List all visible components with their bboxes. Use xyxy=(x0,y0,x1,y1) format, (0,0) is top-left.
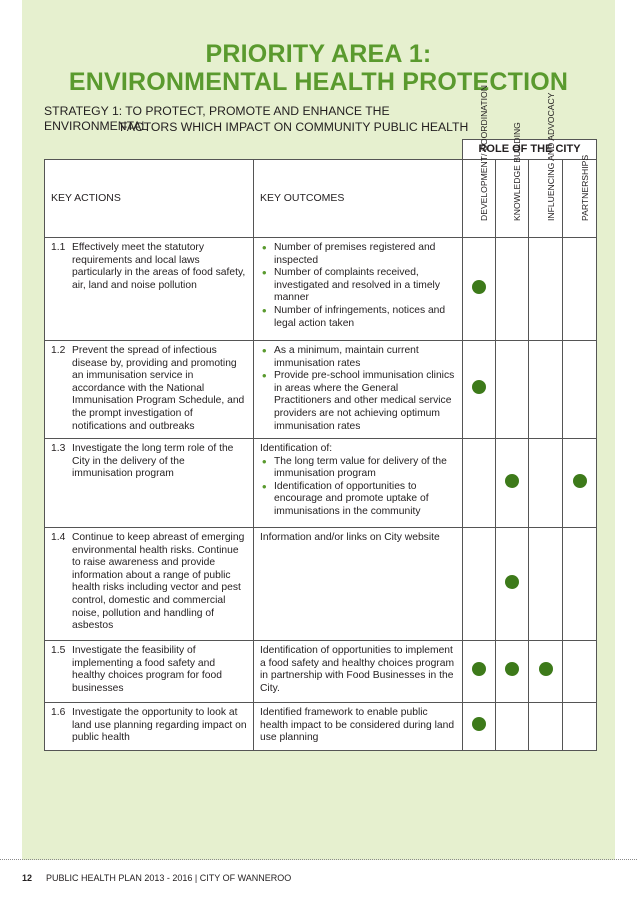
role-cell xyxy=(463,528,496,641)
page-title-line2: ENVIRONMENTAL HEALTH PROTECTION xyxy=(68,68,569,96)
key-outcome-cell xyxy=(254,641,463,703)
table-row xyxy=(45,528,597,641)
action-number: 1.3 xyxy=(51,443,66,454)
role-cell xyxy=(463,703,496,751)
table-row xyxy=(45,439,597,528)
role-col-label: INFLUENCING AND ADVOCACY xyxy=(545,92,556,221)
role-indicator-dot xyxy=(505,575,519,589)
outcome-item: • Identification of opportunities to encourage and promote uptake of immunisations in the community xyxy=(260,481,456,519)
table-row xyxy=(45,341,597,439)
strategy-line1: STRATEGY 1: TO PROTECT, PROMOTE AND ENHANCE THE ENVIRONMENTAL xyxy=(44,104,390,133)
outcome-item: • Provide pre-school immunisation clinics in areas where the General Practitioners and other medical service providers are not achieving optimum immunisation rates xyxy=(260,370,456,433)
action-number: 1.5 xyxy=(51,645,66,656)
key-action-cell xyxy=(45,528,254,641)
action-number: 1.4 xyxy=(51,532,66,543)
key-outcomes-header: KEY OUTCOMES xyxy=(254,160,463,238)
role-cell xyxy=(529,341,563,439)
role-cell xyxy=(496,238,529,341)
role-cell xyxy=(529,528,563,641)
action-text: Investigate the feasibility of implementing a food safety and healthy choices program for food businesses xyxy=(72,645,222,694)
key-outcome-cell xyxy=(254,238,463,341)
role-cell xyxy=(529,439,563,528)
role-indicator-dot xyxy=(472,380,486,394)
key-outcome-cell xyxy=(254,341,463,439)
role-cell xyxy=(463,238,496,341)
role-indicator-dot xyxy=(539,662,553,676)
table-row xyxy=(45,641,597,703)
page-title-line1: PRIORITY AREA 1: xyxy=(205,40,432,68)
outcome-intro: Identification of opportunities to implement a food safety and healthy choices program in partnership with Food Businesses in the City. xyxy=(260,645,455,694)
key-action-cell xyxy=(45,641,254,703)
action-number: 1.2 xyxy=(51,345,66,356)
role-cell xyxy=(563,528,597,641)
outcome-item: • The long term value for delivery of the immunisation program xyxy=(260,456,456,481)
role-indicator-dot xyxy=(573,474,587,488)
table-row xyxy=(45,238,597,341)
role-cell xyxy=(496,341,529,439)
role-cell xyxy=(563,341,597,439)
outcome-intro: Information and/or links on City website xyxy=(260,532,440,543)
role-col-label: PARTNERSHIPS xyxy=(579,154,590,221)
role-cell xyxy=(563,439,597,528)
role-cell xyxy=(496,703,529,751)
key-action-cell xyxy=(45,439,254,528)
strategy-line2: FACTORS WHICH IMPACT ON COMMUNITY PUBLIC HEALTH xyxy=(120,120,469,134)
action-text: Prevent the spread of infectious disease by, providing and promoting an immunisation service in accordance with the National Immunisation Program Schedule, and the prompt investigation of notifications and outbreaks xyxy=(72,345,245,432)
footer-divider xyxy=(0,859,637,860)
outcome-intro: Identified framework to enable public health impact to be considered during land use planning xyxy=(260,707,455,744)
role-cell xyxy=(529,641,563,703)
action-text: Investigate the opportunity to look at land use planning regarding impact on public health xyxy=(72,707,247,744)
role-cell xyxy=(563,238,597,341)
key-action-cell xyxy=(45,703,254,751)
outcome-list xyxy=(260,456,456,519)
role-of-city-header: ROLE OF THE CITY xyxy=(463,140,597,160)
table-row xyxy=(45,703,597,751)
key-action-cell xyxy=(45,238,254,341)
role-col-header-development xyxy=(463,85,496,238)
blank-cell xyxy=(254,140,463,160)
key-outcome-cell xyxy=(254,703,463,751)
outcome-intro: Identification of: xyxy=(260,443,333,454)
outcome-list xyxy=(260,345,456,433)
role-cell xyxy=(496,641,529,703)
role-cell xyxy=(563,641,597,703)
outcome-item: • Number of complaints received, investigated and resolved in a timely manner xyxy=(260,267,456,305)
role-cell xyxy=(463,641,496,703)
role-col-label: KNOWLEDGE BUILDING xyxy=(512,122,522,221)
outcome-list xyxy=(260,242,456,330)
outcome-item: • Number of infringements, notices and legal action taken xyxy=(260,305,456,330)
key-action-cell xyxy=(45,341,254,439)
action-text: Investigate the long term role of the City in the delivery of the immunisation program xyxy=(72,443,234,480)
role-indicator-dot xyxy=(505,474,519,488)
footer-text: PUBLIC HEALTH PLAN 2013 - 2016 | CITY OF WANNEROO xyxy=(46,873,292,883)
action-text: Effectively meet the statutory requirements and local laws particularly in the areas of food safety, air, land and noise pollution xyxy=(72,242,246,291)
role-col-header-partnerships xyxy=(563,154,597,238)
role-cell xyxy=(463,439,496,528)
blank-cell xyxy=(45,140,254,160)
outcome-item: • Number of premises registered and inspected xyxy=(260,242,456,267)
role-cell xyxy=(563,703,597,751)
footer xyxy=(22,873,291,883)
role-cell xyxy=(496,439,529,528)
key-outcome-cell xyxy=(254,528,463,641)
role-col-header-influencing xyxy=(529,92,563,238)
action-text: Continue to keep abreast of emerging environmental health risks. Continue to raise awareness and provide information about a range of public health risks including vector and pest control, domestic and commercial noise, pollution and handling of asbestos xyxy=(72,532,245,632)
role-cell xyxy=(529,703,563,751)
role-col-header-knowledge xyxy=(496,122,529,238)
role-cell xyxy=(529,238,563,341)
role-indicator-dot xyxy=(505,662,519,676)
key-outcome-cell xyxy=(254,439,463,528)
role-indicator-dot xyxy=(472,662,486,676)
role-cell xyxy=(496,528,529,641)
role-indicator-dot xyxy=(472,717,486,731)
action-number: 1.6 xyxy=(51,707,66,718)
page-number: 12 xyxy=(22,873,33,883)
key-actions-header: KEY ACTIONS xyxy=(45,160,254,238)
role-indicator-dot xyxy=(472,280,486,294)
outcome-item: • As a minimum, maintain current immunisation rates xyxy=(260,345,456,370)
role-col-label: DEVELOPMENT/ COORDINATION xyxy=(479,85,489,221)
action-number: 1.1 xyxy=(51,242,66,253)
role-cell xyxy=(463,341,496,439)
